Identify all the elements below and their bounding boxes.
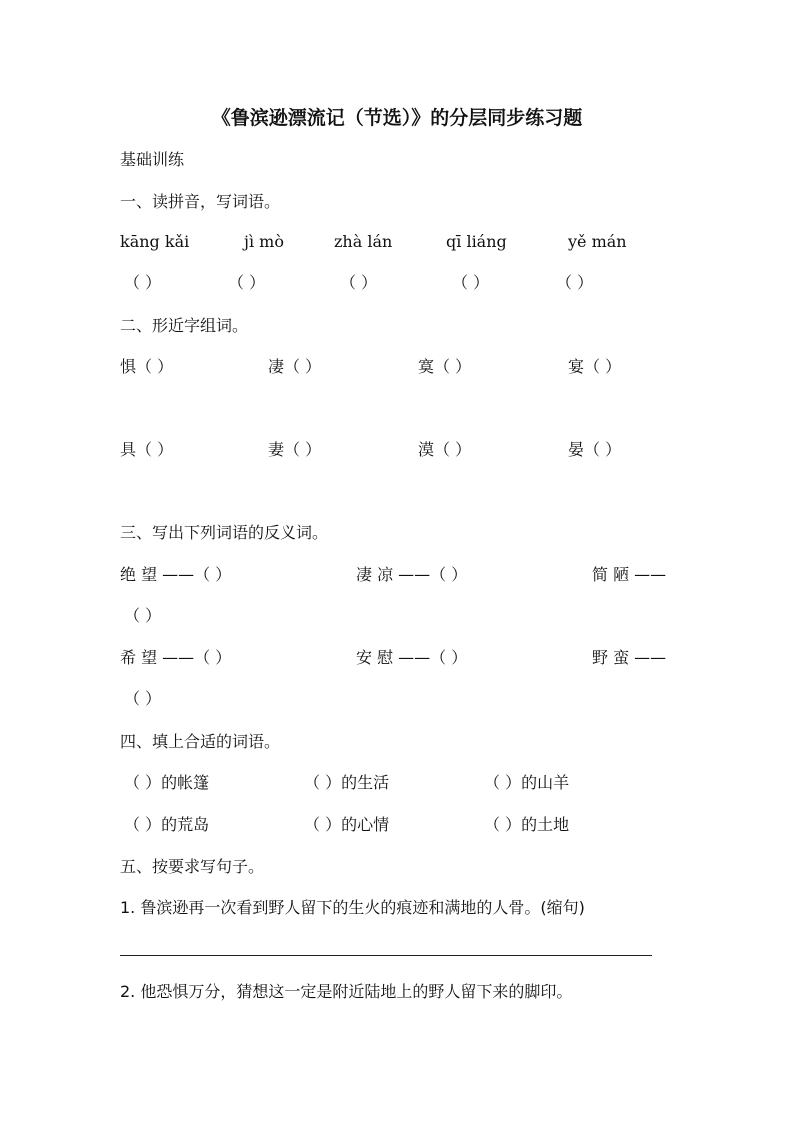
q4-heading: 四、填上合适的词语。 — [120, 732, 281, 751]
q4-island[interactable]: （ ）的荒岛 — [124, 815, 210, 834]
q1-blank-5[interactable]: （ ） — [556, 273, 594, 292]
answer-line[interactable] — [120, 955, 652, 956]
q1-heading: 一、读拼音，写词语。 — [120, 192, 281, 211]
pinyin-4: qī liáng — [446, 232, 507, 251]
q3-an-wei[interactable]: 安 慰 ——（ ） — [356, 648, 468, 667]
q3-heading: 三、写出下列词语的反义词。 — [120, 523, 329, 542]
q4-mood[interactable]: （ ）的心情 — [304, 815, 390, 834]
q3-jian-lou[interactable]: 简 陋 —— — [592, 565, 667, 584]
q2-item-ju2[interactable]: 具（ ） — [120, 440, 174, 459]
q3-qi-liang[interactable]: 凄 凉 ——（ ） — [356, 565, 468, 584]
q3-jue-wang[interactable]: 绝 望 ——（ ） — [120, 565, 232, 584]
q4-goat[interactable]: （ ）的山羊 — [484, 773, 570, 792]
pinyin-3: zhà lán — [334, 232, 393, 251]
q4-land[interactable]: （ ）的土地 — [484, 815, 570, 834]
q2-item-mo[interactable]: 寞（ ） — [418, 357, 472, 376]
pinyin-5: yě mán — [568, 232, 627, 251]
q1-blank-4[interactable]: （ ） — [452, 273, 490, 292]
q2-item-yan[interactable]: 宴（ ） — [568, 357, 622, 376]
q2-item-yan2[interactable]: 晏（ ） — [568, 440, 622, 459]
q3-xi-wang[interactable]: 希 望 ——（ ） — [120, 648, 232, 667]
page-title: 《鲁滨逊漂流记（节选）》的分层同步练习题 — [211, 107, 583, 129]
q2-heading: 二、形近字组词。 — [120, 316, 249, 335]
q4-tent[interactable]: （ ）的帐篷 — [124, 773, 210, 792]
q5-heading: 五、按要求写句子。 — [120, 857, 265, 876]
q3-ye-man-blank[interactable]: （ ） — [124, 689, 162, 708]
pinyin-2: jì mò — [244, 232, 284, 251]
q4-life[interactable]: （ ）的生活 — [304, 773, 390, 792]
q5-sentence-2: 2. 他恐惧万分，猜想这一定是附近陆地上的野人留下来的脚印。 — [120, 982, 573, 1001]
q2-item-qi[interactable]: 凄（ ） — [268, 357, 322, 376]
q3-jian-lou-blank[interactable]: （ ） — [124, 606, 162, 625]
q2-item-mo2[interactable]: 漠（ ） — [418, 440, 472, 459]
section-basic-training: 基础训练 — [120, 150, 185, 169]
pinyin-1: kāng kǎi — [120, 232, 190, 251]
q1-blank-2[interactable]: （ ） — [228, 273, 266, 292]
q3-ye-man[interactable]: 野 蛮 —— — [592, 648, 667, 667]
q5-sentence-1: 1. 鲁滨逊再一次看到野人留下的生火的痕迹和满地的人骨。(缩句) — [120, 898, 585, 917]
q2-item-ju[interactable]: 惧（ ） — [120, 357, 174, 376]
q2-item-qi2[interactable]: 妻（ ） — [268, 440, 322, 459]
q1-blank-1[interactable]: （ ） — [124, 273, 162, 292]
q1-blank-3[interactable]: （ ） — [340, 273, 378, 292]
